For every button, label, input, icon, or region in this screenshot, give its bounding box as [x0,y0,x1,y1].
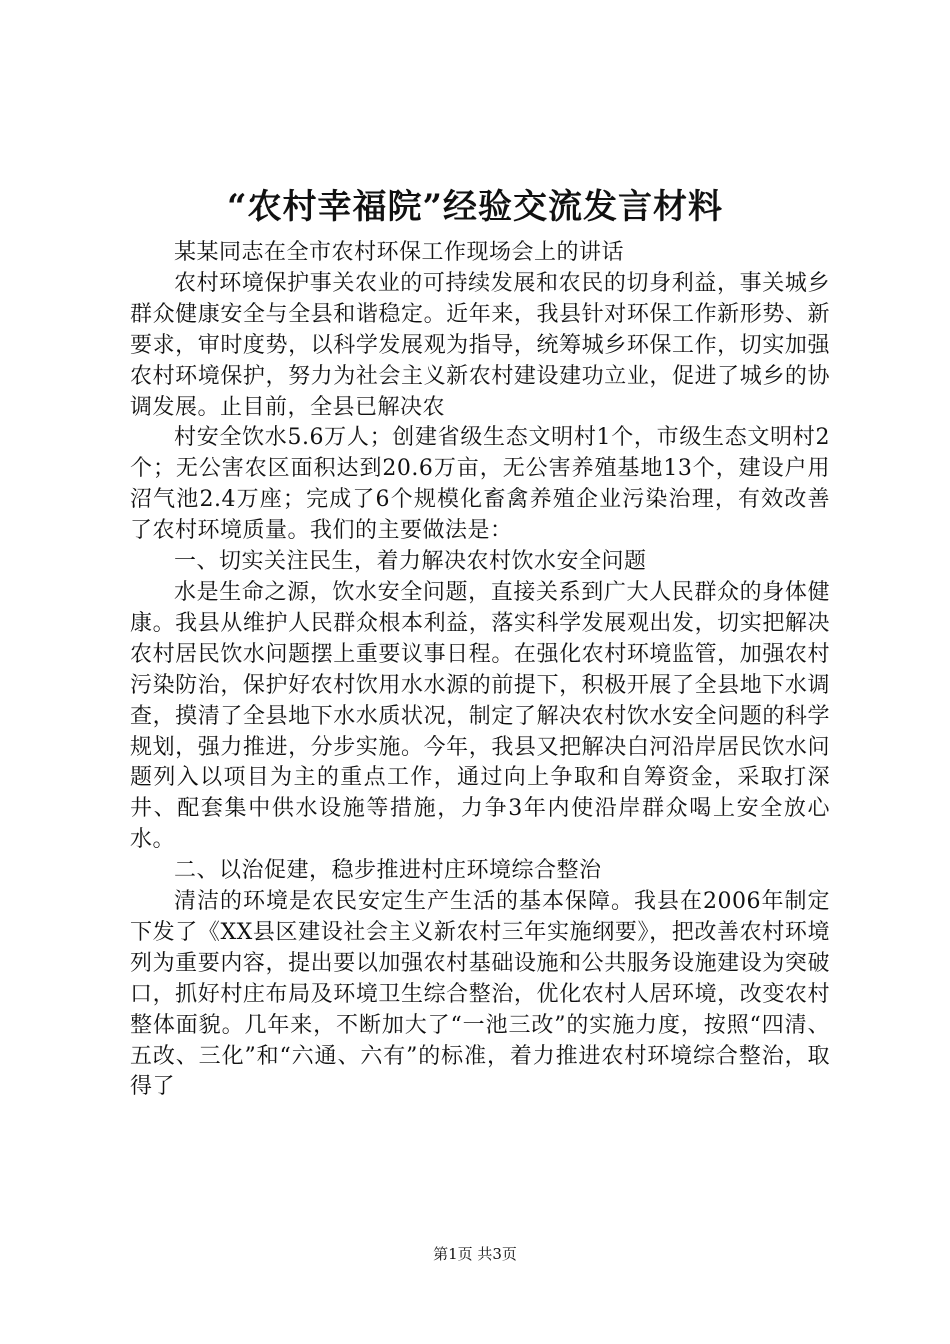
body-paragraph: 村安全饮水5.6万人；创建省级生态文明村1个，市级生态文明村2个；无公害农区面积达到20.6万亩，无公害养殖基地13个，建设户用沼气池2.4万座；完成了6个规模化畜禽养殖企业污染治理，有效改善了农村环境质量。我们的主要做法是： [130,425,830,544]
speech-subtitle: 某某同志在全市农村环保工作现场会上的讲话 [174,240,625,265]
section-heading: 一、切实关注民生，着力解决农村饮水安全问题 [174,549,647,575]
document-body [130,238,830,1103]
section-heading: 二、以治促建，稳步推进村庄环境综合整治 [174,858,602,884]
page-footer: 第1页 共3页 [433,1245,517,1263]
body-paragraph: 清洁的环境是农民安定生产生活的基本保障。我县在2006年制定下发了《XX县区建设社会主义新农村三年实施纲要》，把改善农村环境列为重要内容，提出要以加强农村基础设施和公共服务设施建设为突破口，抓好村庄布局及环境卫生综合整治，优化农村人居环境，改变农村整体面貌。几年来，不断加大了“一池三改”的实施力度，按照“四清、五改、三化”和“六通、六有”的标准，着力推进农村环境综合整治，取得了 [130,889,830,1100]
body-paragraph: 水是生命之源，饮水安全问题，直接关系到广大人民群众的身体健康。我县从维护人民群众根本利益，落实科学发展观出发，切实把解决农村居民饮水问题摆上重要议事日程。在强化农村环境监管，加强农村污染防治，保护好农村饮用水水源的前提下，积极开展了全县地下水调查，摸清了全县地下水水质状况，制定了解决农村饮水安全问题的科学规划，强力推进，分步实施。今年，我县又把解决白河沿岸居民饮水问题列入以项目为主的重点工作，通过向上争取和自筹资金，采取打深井、配套集中供水设施等措施，力争3年内使沿岸群众喝上安全放心水。 [130,579,830,853]
body-paragraph: 农村环境保护事关农业的可持续发展和农民的切身利益，事关城乡群众健康安全与全县和谐稳定。近年来，我县针对环保工作新形势、新要求，审时度势，以科学发展观为指导，统筹城乡环保工作，切实加强农村环境保护，努力为社会主义新农村建设建功立业，促进了城乡的协调发展。止目前，全县已解决农 [130,270,830,420]
document-title: “农村幸福院”经验交流发言材料 [226,187,724,227]
